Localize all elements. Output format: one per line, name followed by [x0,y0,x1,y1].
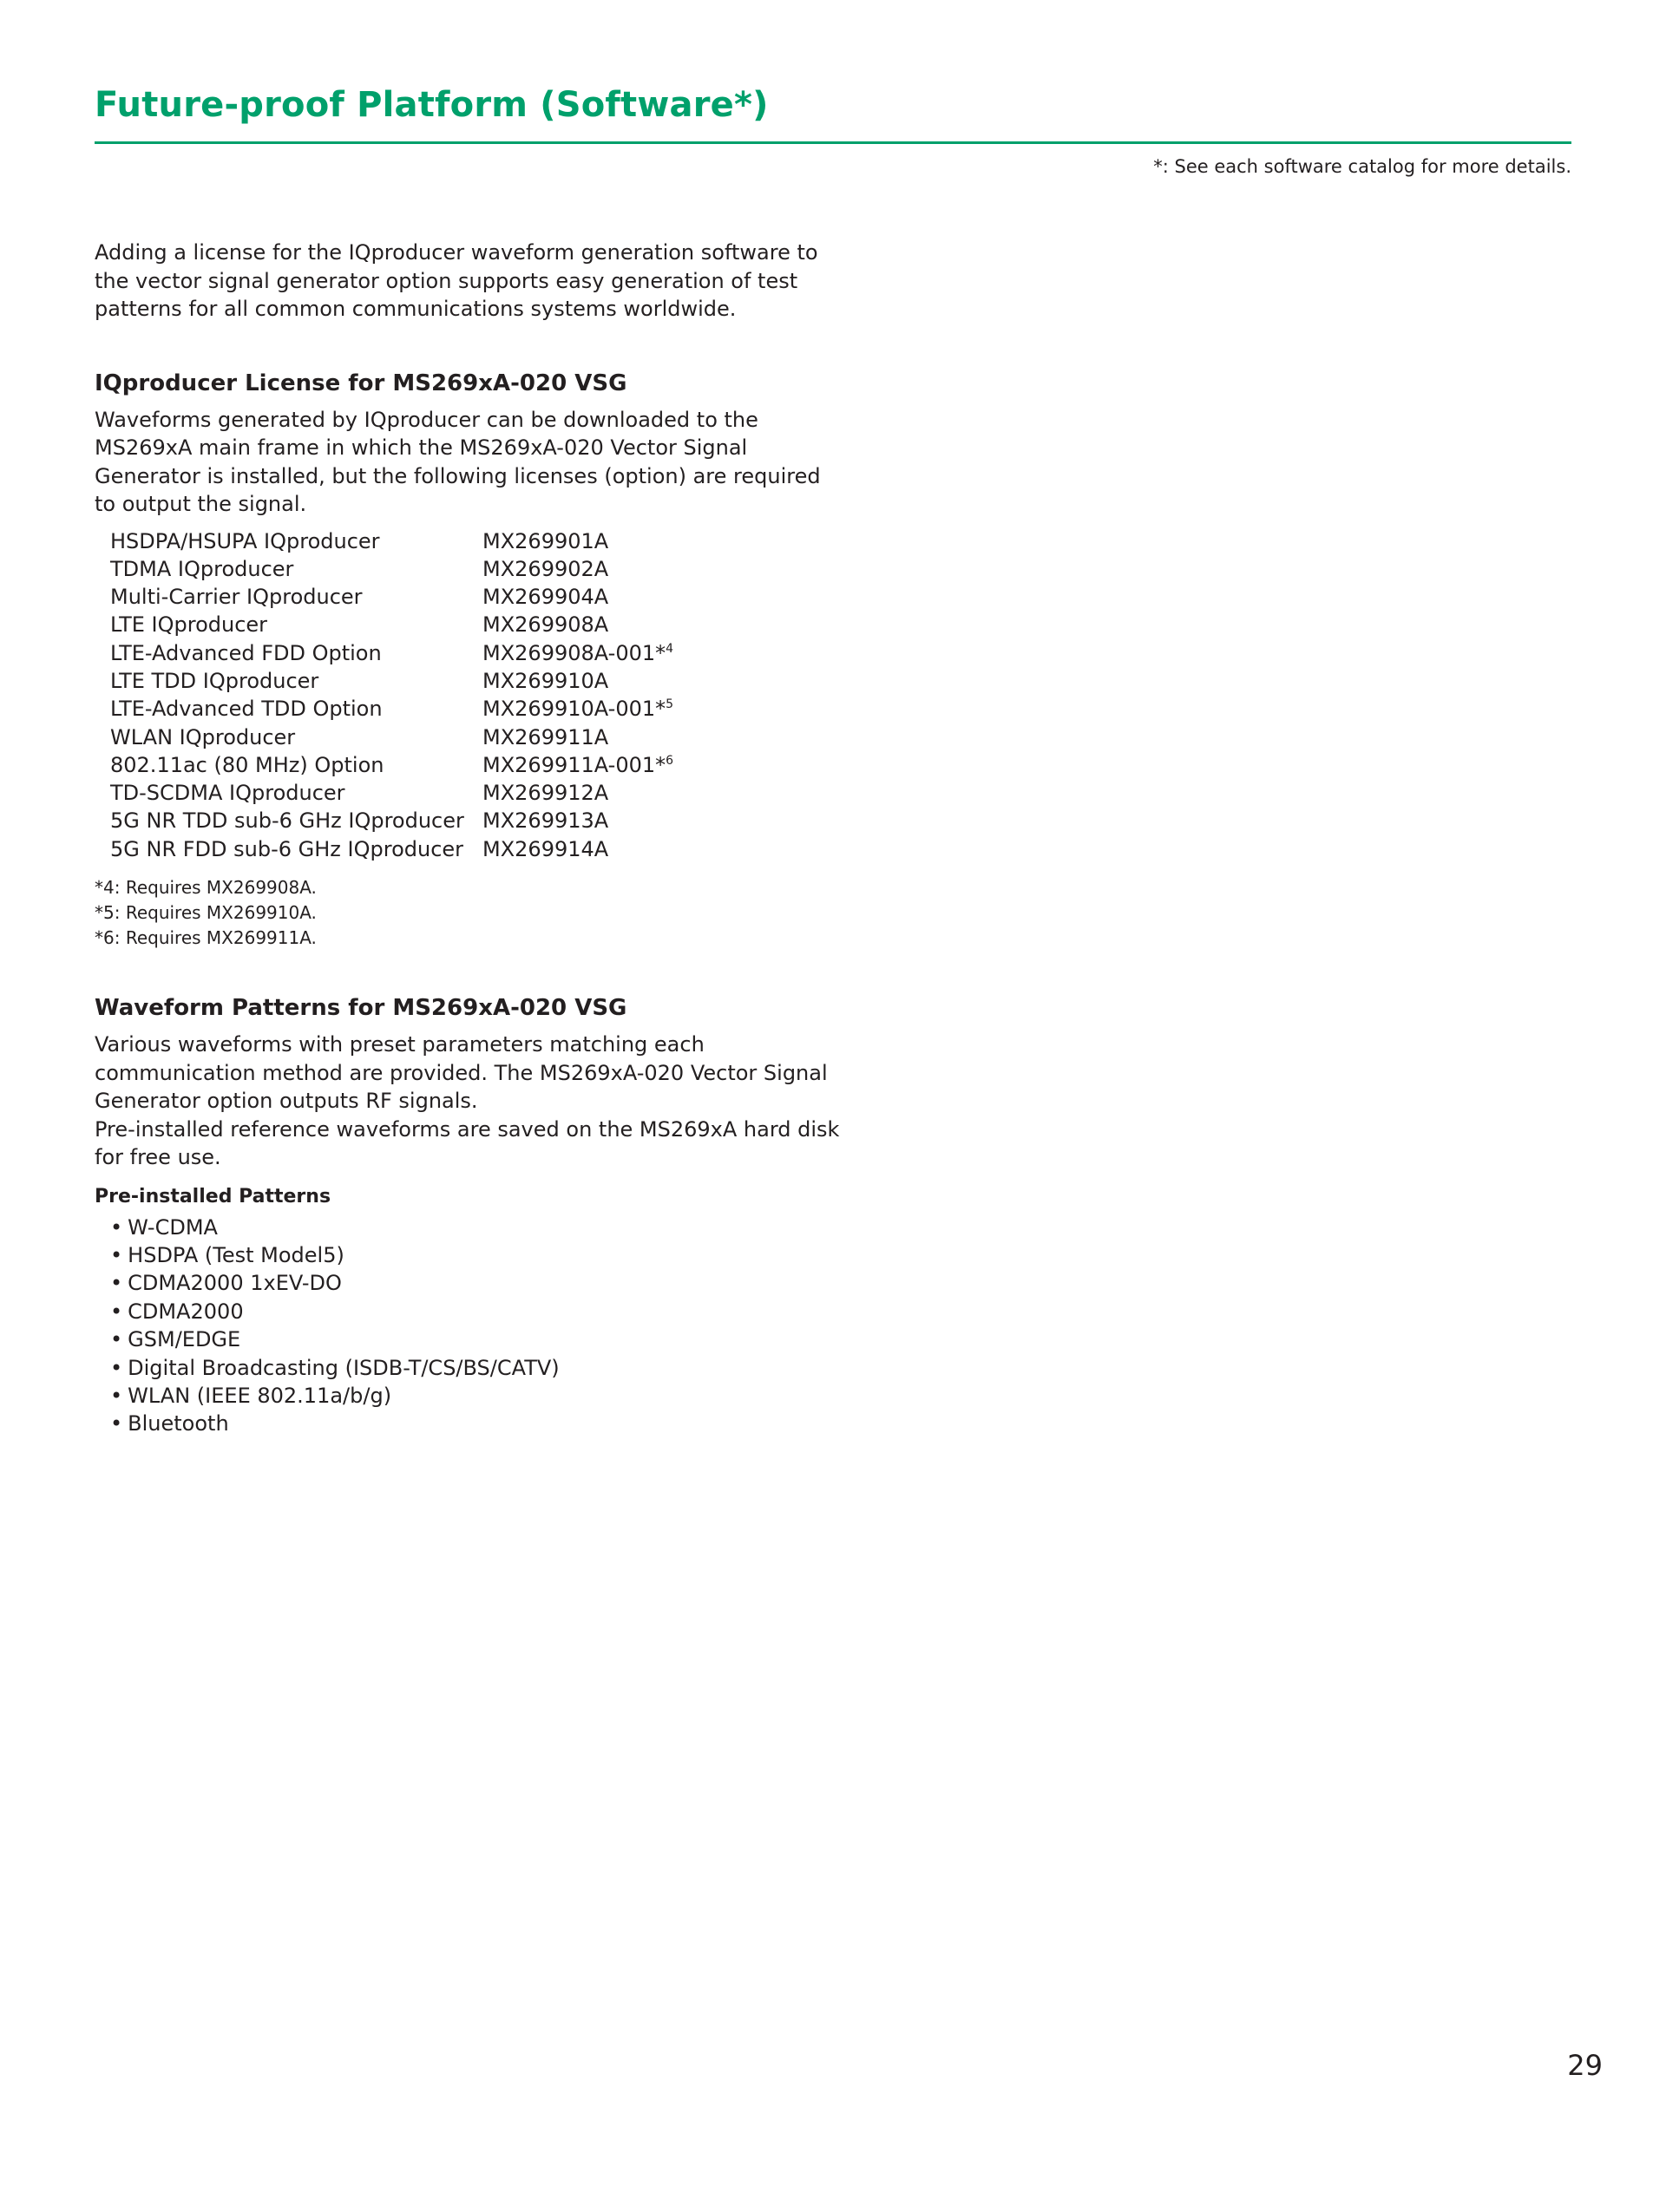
license-name: LTE IQproducer [110,612,268,638]
license-name: Multi-Carrier IQproducer [110,585,363,610]
license-name: TD-SCDMA IQproducer [110,781,345,806]
page-number: 29 [1567,2049,1603,2082]
list-item: • CDMA2000 1xEV-DO [110,1271,342,1296]
license-row [110,527,673,555]
footnotes [95,875,841,951]
license-model: MX269911A-001*$^6$ [482,752,674,777]
license-row [110,807,673,834]
catalog-note: *: See each software catalog for more details. [1153,156,1571,177]
license-row [110,639,673,667]
waveform-section [95,994,841,1438]
intro-paragraph: Adding a license for the IQproducer waveform generation software to the vector signal generator option supports easy generation of test patterns for all common communications systems worldwide. [95,240,818,321]
license-name: 802.11ac (80 MHz) Option [110,752,384,777]
footnote: *4: Requires MX269908A. [95,877,317,899]
license-name: HSDPA/HSUPA IQproducer [110,528,380,553]
title-rule [95,141,1571,144]
license-row [110,611,673,638]
list-item: • Bluetooth [110,1411,229,1436]
list-item: • CDMA2000 [110,1299,244,1324]
list-item: • Digital Broadcasting (ISDB-T/CS/BS/CATV) [110,1355,560,1380]
patterns-heading: Pre-installed Patterns [95,1185,331,1207]
waveform-heading: Waveform Patterns for MS269xA-020 VSG [95,995,627,1022]
license-model: MX269911A [482,724,609,749]
list-item: • GSM/EDGE [110,1327,241,1352]
license-model: MX269910A-001*$^5$ [482,697,674,722]
license-row [110,667,673,695]
license-row [110,555,673,583]
list-item: • HSDPA (Test Model5) [110,1242,344,1267]
license-name: 5G NR FDD sub-6 GHz IQproducer [110,836,464,861]
iqproducer-section [95,370,841,952]
footnote: *5: Requires MX269910A. [95,902,317,924]
license-table [110,527,673,864]
footnote: *6: Requires MX269911A. [95,927,317,949]
waveform-body: Various waveforms with preset parameters matching each communication method are provided. The MS269xA-020 Vector Signal Generator option outputs RF signals. [95,1032,828,1114]
license-model: MX269902A [482,556,609,581]
main-content [95,239,841,1438]
license-row [110,779,673,807]
iqproducer-heading: IQproducer License for MS269xA-020 VSG [95,370,627,396]
license-name: LTE TDD IQproducer [110,668,319,693]
license-row [110,835,673,863]
license-model: MX269910A [482,668,609,693]
license-name: LTE-Advanced TDD Option [110,697,383,722]
license-name: LTE-Advanced FDD Option [110,640,382,665]
waveform-body-2: Pre-installed reference waveforms are saved on the MS269xA hard disk for free use. [95,1116,840,1170]
license-row [110,695,673,723]
license-model: MX269908A [482,612,609,638]
license-row [110,751,673,779]
list-item: • WLAN (IEEE 802.11a/b/g) [110,1384,392,1408]
license-row [110,583,673,611]
iqproducer-body: Waveforms generated by IQproducer can be downloaded to the MS269xA main frame in which the MS269xA-020 Vector Signal Generator is installed, but the following licenses (option) are required to output the signal. [95,407,821,516]
license-model: MX269904A [482,585,609,610]
license-model: MX269913A [482,808,609,834]
page-title: Future-proof Platform (Software*) [95,85,769,125]
license-row [110,723,673,751]
license-model: MX269914A [482,836,609,861]
license-model: MX269908A-001*$^4$ [482,640,674,665]
license-model: MX269912A [482,781,609,806]
license-name: WLAN IQproducer [110,724,296,749]
license-name: TDMA IQproducer [110,556,294,581]
license-name: 5G NR TDD sub-6 GHz IQproducer [110,808,464,834]
patterns-list [95,1214,841,1438]
license-model: MX269901A [482,528,609,553]
list-item: • W-CDMA [110,1214,218,1240]
